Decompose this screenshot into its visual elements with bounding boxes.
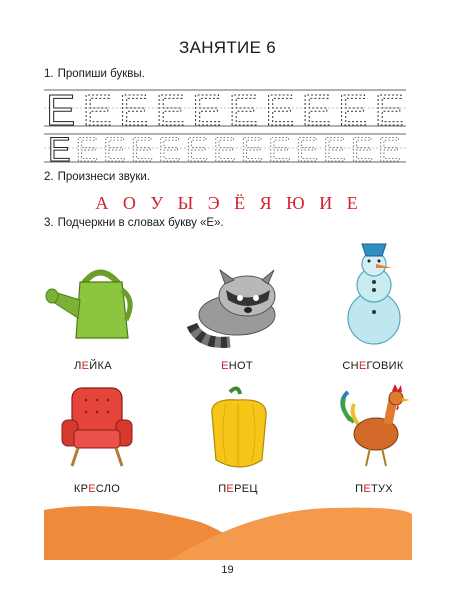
word-snegovik xyxy=(313,360,433,372)
trace-letter: Е xyxy=(155,88,185,135)
sound-letter: Э xyxy=(207,193,222,213)
word-perec xyxy=(178,483,298,495)
sound-letter: Е xyxy=(346,193,360,213)
sound-letter: И xyxy=(319,193,335,213)
sound-letter: Ы xyxy=(177,193,196,213)
trace-letter: Е xyxy=(378,131,401,166)
task-number: 3. xyxy=(44,217,54,229)
trace-letter: Е xyxy=(265,88,295,135)
trace-letter: Е xyxy=(185,131,209,166)
trace-letter: Е xyxy=(338,88,368,135)
task-text: Произнеси звуки. xyxy=(57,171,150,183)
word-petukh xyxy=(314,483,434,495)
sound-letter: Ю xyxy=(286,193,307,213)
sound-letter: А xyxy=(95,193,111,213)
sound-letter: О xyxy=(122,193,138,213)
armchair-icon xyxy=(62,388,132,466)
trace-letter: Е xyxy=(158,131,181,166)
trace-letter: Е xyxy=(350,131,374,166)
word-highlight: Е xyxy=(81,360,90,372)
trace-letter: Е xyxy=(301,88,331,135)
word-kreslo xyxy=(37,483,157,495)
trace-letter: Е xyxy=(268,131,291,166)
trace-letter: Е xyxy=(240,131,264,166)
hills-decoration xyxy=(0,500,455,560)
pepper-icon xyxy=(212,388,266,467)
page-number: 19 xyxy=(221,564,234,576)
trace-letter: Е xyxy=(130,131,154,166)
task-number: 2. xyxy=(44,171,54,183)
trace-letter: Е xyxy=(192,88,222,135)
word-highlight: Е xyxy=(221,360,229,372)
word-highlight: Е xyxy=(363,483,371,495)
sound-letter: Ё xyxy=(234,193,248,213)
word-part: ТУХ xyxy=(370,483,393,495)
sound-letter: У xyxy=(150,193,166,213)
word-highlight: Е xyxy=(358,360,367,372)
word-part: Л xyxy=(74,360,82,372)
trace-letter: Е xyxy=(82,88,112,135)
task-text: Пропиши буквы. xyxy=(57,68,145,80)
trace-letter: Е xyxy=(119,88,149,135)
trace-letter: Е xyxy=(213,131,236,166)
rooster-icon xyxy=(342,384,410,466)
word-part: КР xyxy=(73,483,89,495)
word-leika xyxy=(33,360,153,372)
task-number: 1. xyxy=(44,68,54,80)
word-part: П xyxy=(355,483,364,495)
trace-letter: Е xyxy=(103,131,126,166)
word-part: СЛО xyxy=(95,483,121,495)
trace-letter: Е xyxy=(323,131,346,166)
trace-letter: Е xyxy=(295,131,319,166)
word-highlight: Е xyxy=(226,483,235,495)
word-part: РЕЦ xyxy=(234,483,258,495)
sample-letter: Е xyxy=(46,88,76,135)
word-part: НОТ xyxy=(228,360,253,372)
word-part: П xyxy=(218,483,227,495)
task-text: Подчеркни в словах букву «Е». xyxy=(57,217,224,229)
trace-letter: Е xyxy=(374,88,404,135)
word-highlight: Е xyxy=(88,483,96,495)
trace-letter: Е xyxy=(75,131,99,166)
word-part: ЙКА xyxy=(89,360,112,372)
sound-letter: Я xyxy=(259,193,274,213)
snowman-icon xyxy=(348,244,400,344)
trace-letter: Е xyxy=(228,88,258,135)
word-enot xyxy=(177,360,297,372)
watering-can-icon xyxy=(46,273,130,339)
page-title: ЗАНЯТИЕ 6 xyxy=(179,38,276,57)
word-part: ГОВИК xyxy=(366,360,404,372)
word-part: СН xyxy=(342,360,359,372)
raccoon-icon xyxy=(192,270,275,342)
sample-letter: Е xyxy=(48,131,71,166)
